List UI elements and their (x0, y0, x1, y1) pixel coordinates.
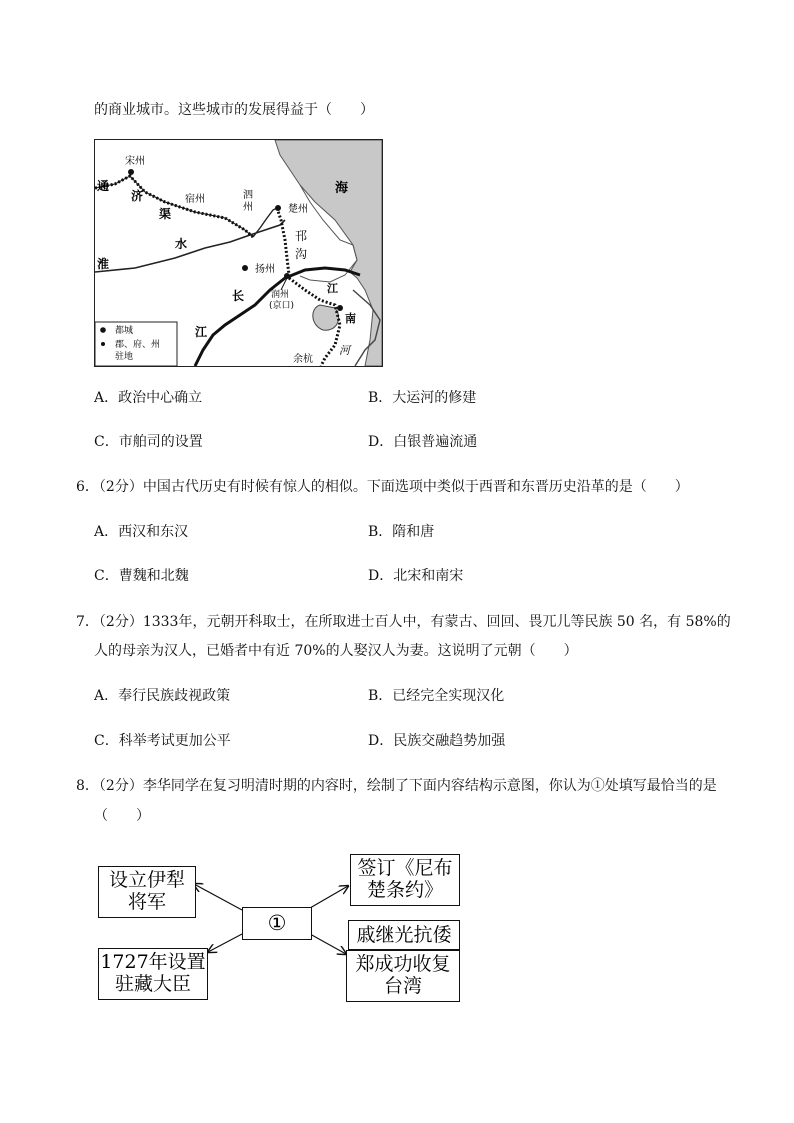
q7-option-c[interactable]: C．科举考试更加公平 (94, 733, 231, 749)
label-hai: 海 (335, 181, 349, 196)
box-yili-general-line-1: 设立伊犁 (108, 869, 185, 891)
label-suzhou: 宿州 (185, 194, 205, 205)
label-ji: 济 (131, 189, 144, 203)
box-zheng-chenggong (346, 950, 460, 1002)
box-nerchinsk-treaty-line-1: 签订《尼布 (357, 857, 453, 879)
label-zhou: 州 (243, 202, 253, 213)
label-chuzhou: 楚州 (288, 204, 308, 215)
q8-stem-line-2: （ ） (94, 808, 150, 824)
box-yili-general (98, 866, 196, 918)
yangzhou-marker (242, 265, 248, 271)
label-jiang-right: 江 (327, 282, 338, 295)
label-yuhang: 余杭 (293, 354, 313, 365)
box-tibet-minister (98, 948, 208, 1000)
legend-prefecture-label-1: 郡、府、州 (115, 340, 161, 350)
label-tong: 通 (97, 179, 110, 193)
label-jiang-left: 江 (195, 325, 208, 339)
legend-capital-marker (100, 327, 106, 333)
legend-capital-label: 都城 (115, 326, 134, 336)
arrow-to-bottom-right (310, 934, 346, 954)
label-huai: 淮 (97, 257, 110, 271)
label-gou: 沟 (295, 247, 308, 261)
box-nerchinsk-treaty-line-2: 楚条约》 (366, 879, 443, 901)
label-si: 泗 (243, 190, 253, 201)
label-chang: 长 (232, 289, 245, 303)
songzhou-marker (128, 169, 134, 175)
q5-option-b[interactable]: B．大运河的修建 (368, 390, 477, 406)
q6-option-c[interactable]: C．曹魏和北魏 (94, 568, 189, 584)
legend-prefecture-label-2: 驻地 (115, 352, 134, 362)
arrow-to-top-right (310, 886, 348, 908)
structure-diagram (96, 850, 464, 1006)
arrow-to-bottom-left (208, 934, 242, 952)
tongji-canal (95, 176, 253, 237)
box-zheng-chenggong-line-2: 台湾 (383, 975, 422, 997)
q6-option-b[interactable]: B．隋和唐 (368, 524, 435, 540)
q7-option-a[interactable]: A．奉行民族歧视政策 (94, 688, 231, 704)
label-runzhou: 润州 (271, 290, 290, 300)
q8-stem-line-1: 8．（2分）李华同学在复习明清时期的内容时，绘制了下面内容结构示意图，你认为①处填写最恰当的是 (76, 778, 717, 794)
grand-canal-map (94, 139, 383, 367)
box-center-blank[interactable] (242, 907, 312, 940)
label-han: 邗 (295, 229, 308, 243)
label-jingkou: (京口) (269, 301, 295, 311)
sea-area (275, 140, 382, 366)
si-river (253, 208, 277, 237)
box-yili-general-line-2: 将军 (127, 891, 166, 913)
q5-option-a[interactable]: A．政治中心确立 (94, 390, 203, 406)
center-blank-marker: ① (267, 911, 287, 935)
label-he: 河 (339, 344, 350, 357)
q7-option-d[interactable]: D．民族交融趋势加强 (368, 733, 506, 749)
label-yangzhou: 扬州 (255, 264, 275, 275)
legend-prefecture-marker (101, 342, 105, 346)
label-nan: 南 (345, 312, 356, 325)
q5-stem-tail: 的商业城市。这些城市的发展得益于（ ） (94, 102, 374, 118)
q7-stem-line-2: 人的母亲为汉人，已婚者中有近 70%的人娶汉人为妻。这说明了元朝（ ） (94, 643, 578, 659)
box-qi-jiguang (348, 920, 460, 950)
box-tibet-minister-line-2: 驻藏大臣 (114, 973, 191, 995)
suzhou-nan-marker (337, 305, 343, 311)
box-qi-jiguang-text: 戚继光抗倭 (356, 924, 452, 946)
han-canal (277, 208, 289, 275)
chuzhou-marker (275, 205, 281, 211)
label-songzhou: 宋州 (125, 156, 145, 167)
q6-option-a[interactable]: A．西汉和东汉 (94, 524, 189, 540)
box-nerchinsk-treaty (350, 854, 460, 906)
q6-stem: 6．（2分）中国古代历史有时候有惊人的相似。下面选项中类似于西晋和东晋历史沿革的是（ ） (76, 479, 689, 495)
box-zheng-chenggong-line-1: 郑成功收复 (355, 953, 451, 975)
q7-option-b[interactable]: B．已经完全实现汉化 (368, 688, 505, 704)
q7-stem-line-1: 7．（2分）1333年，元朝开科取士，在所取进士百人中，有蒙古、回回、畏兀儿等民族 50 名，有 58%的 (76, 614, 731, 630)
label-qu: 渠 (159, 207, 172, 221)
label-shui: 水 (175, 237, 188, 251)
arrow-to-top-left (194, 884, 242, 910)
box-tibet-minister-line-1: 1727年设置 (100, 951, 206, 973)
q5-option-c[interactable]: C．市舶司的设置 (94, 434, 203, 450)
q6-option-d[interactable]: D．北宋和南宋 (368, 568, 464, 584)
q5-option-d[interactable]: D．白银普遍流通 (368, 434, 478, 450)
